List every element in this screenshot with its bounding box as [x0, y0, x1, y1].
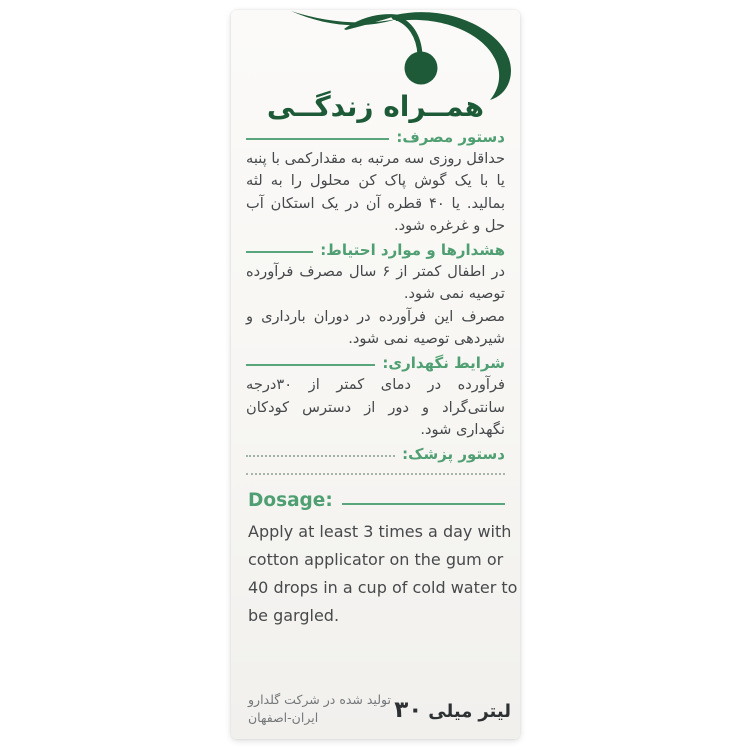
volume-unit-word: لیتر [478, 701, 511, 722]
heading-rule [246, 251, 313, 253]
section-physician-note [246, 444, 505, 475]
dosage-text-line: 40 drops in a cup of cold water to [248, 578, 518, 597]
volume-label [394, 697, 511, 726]
dosage-text-line: Apply at least 3 times a day with [248, 522, 512, 541]
footer-row [248, 691, 511, 726]
dosage-text [248, 518, 518, 630]
section-paragraph: در اطفال کمتر از ۶ سال مصرف فرآورده توصیه نمی شود. [246, 263, 505, 303]
volume-number: ۳۰ [394, 697, 423, 723]
product-box-panel [231, 10, 520, 739]
section-storage [246, 353, 505, 441]
section-heading-row [246, 240, 505, 260]
dosage-heading: Dosage: [248, 490, 333, 511]
section-heading-row [246, 444, 505, 464]
section-heading: دستور پزشک: [402, 445, 505, 464]
producer-line: ایران-اصفهان [248, 709, 319, 725]
heading-rule-dotted [246, 455, 395, 457]
dosage-text-line: be gargled. [248, 606, 340, 625]
producer-line: تولید شده در شرکت گلدارو [248, 692, 391, 707]
section-heading: هشدارها و موارد احتیاط: [320, 241, 505, 260]
dosage-heading-row [248, 490, 505, 512]
physician-note-writing-line [246, 473, 505, 475]
section-heading: شرایط نگهداری: [382, 354, 505, 373]
volume-unit-word: میلی [428, 701, 473, 722]
section-paragraph: حداقل روزی سه مرتبه به مقدارکمی با پنبه یا با یک گوش پاک کن محلول را به لثه بمالید. یا ۴۰ قطره آن در یک استکان آب حل و غرغره شود. [246, 150, 506, 234]
section-warnings [246, 240, 505, 350]
dosage-heading-rule [342, 503, 505, 505]
section-paragraph: مصرف این فرآورده در دوران بارداری و شیردهی توصیه نمی شود. [246, 307, 505, 348]
english-info-block [248, 490, 518, 630]
producer-info [248, 691, 394, 726]
dosage-text-line: cotton applicator on the gum or [248, 550, 504, 569]
section-heading-row [246, 353, 505, 373]
heading-rule [246, 138, 389, 140]
section-heading-row [246, 127, 505, 147]
section-dosage-fa [246, 127, 505, 237]
section-paragraph: فرآورده در دمای کمتر از ۳۰درجه سانتی‌گراد و دور از دسترس کودکان نگهداری شود. [246, 376, 505, 438]
section-heading: دستور مصرف: [396, 128, 505, 146]
heading-rule [246, 364, 375, 366]
persian-info-block [246, 124, 505, 475]
brand-title: همــراه زندگــی [266, 90, 485, 123]
